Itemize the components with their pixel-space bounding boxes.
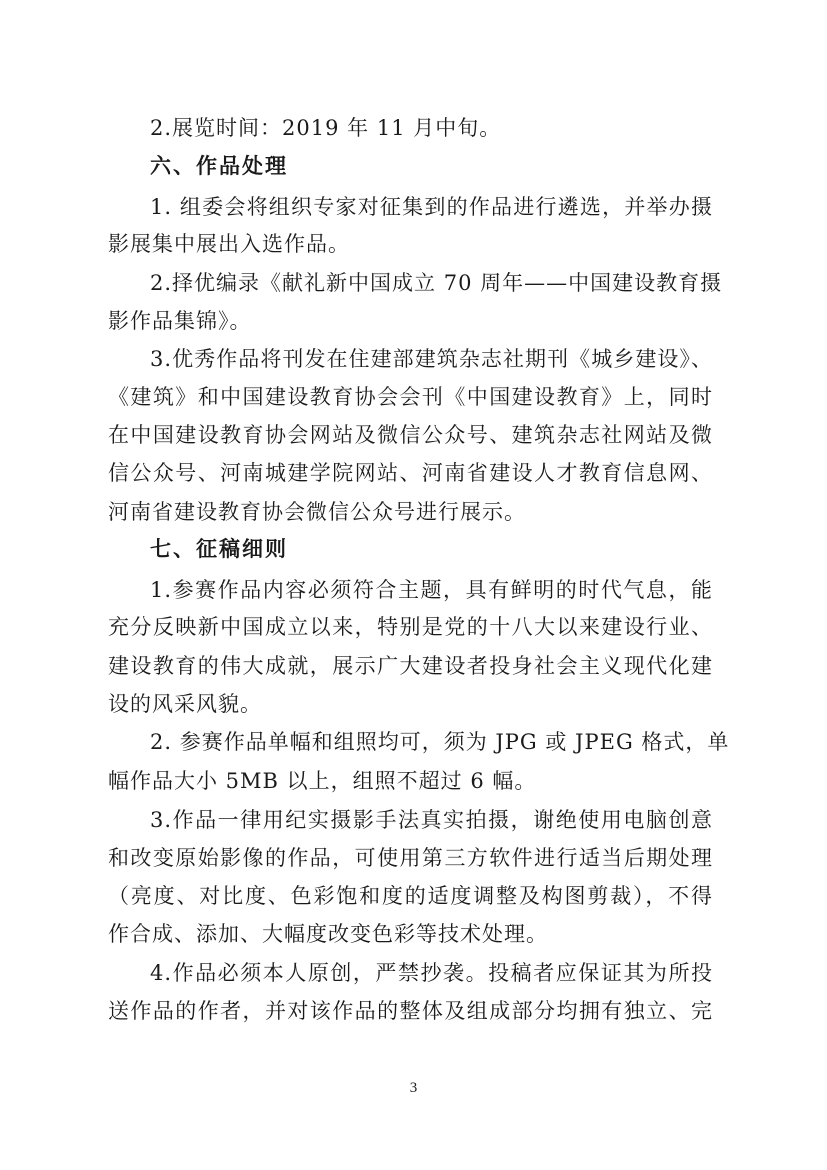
paragraph-line: 河南省建设教育协会微信公众号进行展示。 <box>108 500 526 524</box>
paragraph-line: 和改变原始影像的作品，可使用第三方软件进行适当后期处理 <box>108 846 713 870</box>
paragraph-line: 信公众号、河南城建学院网站、河南省建设人才教育信息网、 <box>108 461 713 485</box>
paragraph-line: 幅作品大小 5MB 以上，组照不超过 6 幅。 <box>108 769 537 793</box>
paragraph-line: 作合成、添加、大幅度改变色彩等技术处理。 <box>108 922 548 946</box>
paragraph-line: 2.择优编录《献礼新中国成立 70 周年——中国建设教育摄 <box>150 271 723 295</box>
paragraph-line: 送作品的作者，并对该作品的整体及组成部分均拥有独立、完 <box>108 999 713 1023</box>
paragraph-line: 4.作品必须本人原创，严禁抄袭。投稿者应保证其为所投 <box>150 961 713 985</box>
paragraph-line: 充分反映新中国成立以来，特别是党的十八大以来建设行业、 <box>108 615 713 639</box>
paragraph-line: 《建筑》和中国建设教育协会会刊《中国建设教育》上，同时 <box>108 385 713 409</box>
paragraph-line: 3.作品一律用纪实摄影手法真实拍摄，谢绝使用电脑创意 <box>150 808 713 832</box>
paragraph-line: 设的风采风貌。 <box>108 692 262 716</box>
paragraph-line: 3.优秀作品将刊发在住建部建筑杂志社期刊《城乡建设》、 <box>150 347 713 371</box>
paragraph-line: 影作品集锦》。 <box>108 309 252 333</box>
paragraph-line: 在中国建设教育协会网站及微信公众号、建筑杂志社网站及微 <box>108 423 713 447</box>
paragraph-line: 建设教育的伟大成就，展示广大建设者投身社会主义现代化建 <box>108 654 713 678</box>
paragraph-line: （亮度、对比度、色彩饱和度的适度调整及构图剪裁），不得 <box>108 884 713 908</box>
paragraph-line: 1. 组委会将组织专家对征集到的作品进行遴选，并举办摄 <box>150 195 713 219</box>
exhibition-time-line: 2.展览时间：2019 年 11 月中旬。 <box>150 116 502 140</box>
paragraph-line: 影展集中展出入选作品。 <box>108 232 350 256</box>
section-heading-submission-rules: 七、征稿细则 <box>150 537 288 561</box>
paragraph-line: 2. 参赛作品单幅和组照均可，须为 JPG 或 JPEG 格式，单 <box>150 730 730 754</box>
paragraph-line: 1.参赛作品内容必须符合主题，具有鲜明的时代气息，能 <box>150 578 713 602</box>
section-heading-works-processing: 六、作品处理 <box>150 154 288 178</box>
page-number: 3 <box>409 1080 418 1096</box>
